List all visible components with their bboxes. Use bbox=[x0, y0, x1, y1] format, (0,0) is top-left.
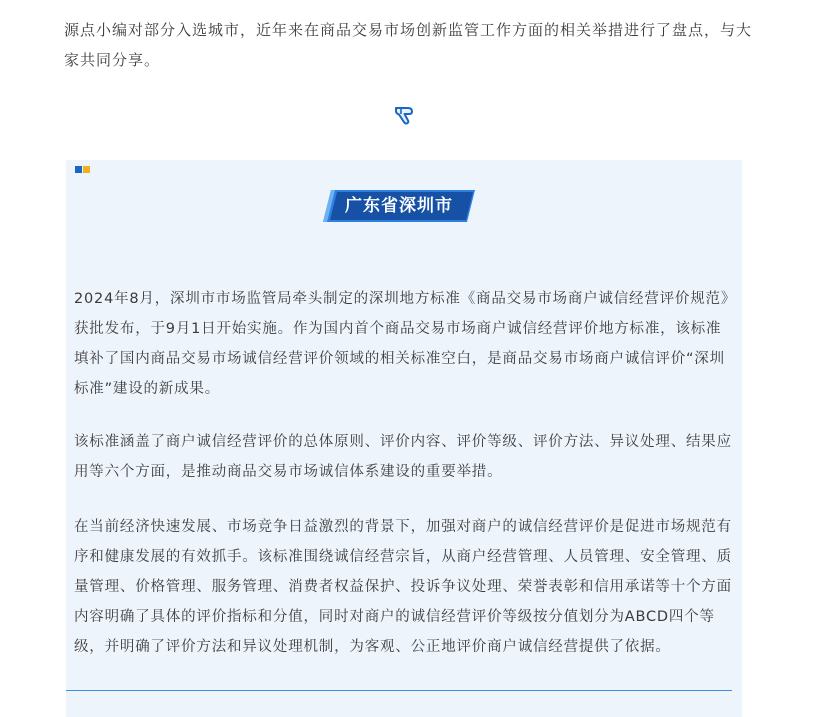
city-title: 广东省深圳市 bbox=[345, 196, 453, 216]
section-paragraph-2: 该标准涵盖了商户诚信经营评价的总体原则、评价内容、评价等级、评价方法、异议处理、结果应用等六个方面，是推动商品交易市场诚信体系建设的重要举措。 bbox=[74, 434, 732, 480]
city-title-banner bbox=[323, 190, 475, 222]
section-paragraph-1: 2024年8月，深圳市市场监管局牵头制定的深圳地方标准《商品交易市场商户诚信经营评价规范》获批发布，于9月1日开始实施。作为国内首个商品交易市场商户诚信经营评价地方标准，该标准填补了国内商品交易市场诚信经营评价领域的相关标准空白，是商品交易市场商户诚信评价“深圳标准”建设的新成果。 bbox=[74, 291, 729, 397]
corner-decoration bbox=[75, 166, 91, 173]
pointing-hand-icon bbox=[392, 103, 416, 127]
city-section-panel bbox=[66, 160, 742, 717]
panel-bottom-border bbox=[66, 690, 732, 691]
section-paragraph-3: 在当前经济快速发展、市场竞争日益激烈的背景下，加强对商户的诚信经营评价是促进市场规范有序和健康发展的有效抓手。该标准围绕诚信经营宗旨，从商户经营管理、人员管理、安全管理、质量管理、价格管理、服务管理、消费者权益保护、投诉争议处理、荣誉表彰和信用承诺等十个方面内容明确了具体的评价指标和分值，同时对商户的诚信经营评价等级按分值划分为ABCD四个等级，并明确了评价方法和异议处理机制，为客观、公正地评价商户诚信经营提供了依据。 bbox=[74, 519, 732, 655]
intro-paragraph: 源点小编对部分入选城市，近年来在商品交易市场创新监管工作方面的相关举措进行了盘点，与大家共同分享。 bbox=[64, 21, 753, 69]
